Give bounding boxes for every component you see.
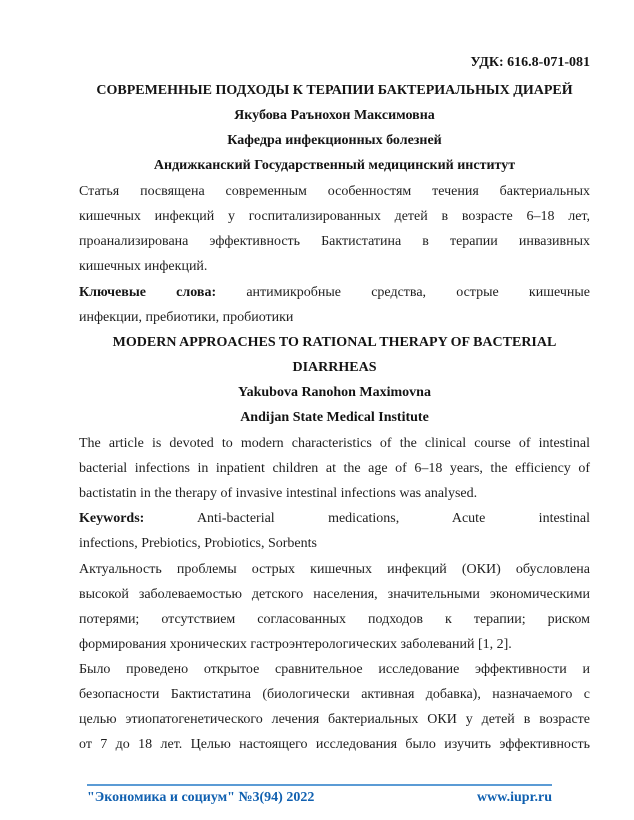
article-title-en-line2: DIARRHEAS	[292, 360, 377, 375]
text-line: infections, Prebiotics, Probiotics, Sorbents	[79, 536, 317, 551]
keywords-ru	[79, 280, 590, 330]
text-line: высокой заболеваемостью детского населения, значительными экономическими	[79, 587, 590, 602]
keywords-label: Ключевые слова:	[79, 285, 217, 300]
text-line: кишечных инфекций у госпитализированных детей в возрасте 6–18 лет,	[79, 209, 590, 224]
text-line: bacterial infections in inpatient children at the age of 6–18 years, the efficiency of	[79, 461, 590, 476]
abstract-ru	[79, 179, 590, 279]
text-line: bactistatin in the therapy of invasive intestinal infections was analysed.	[79, 486, 478, 501]
keywords-label: Keywords:	[79, 511, 145, 526]
institute-ru: Андижканский Государственный медицинский институт	[153, 158, 516, 173]
text-line: Keywords: Anti-bacterial medications, Acute intestinal	[79, 511, 590, 526]
page-content	[79, 0, 590, 757]
text-line: Было проведено открытое сравнительное исследование эффективности и	[79, 662, 590, 677]
text-line: кишечных инфекций.	[79, 259, 208, 274]
article-title-en-line1: MODERN APPROACHES TO RATIONAL THERAPY OF BACTERIAL	[112, 335, 557, 350]
body-paragraph-1	[79, 557, 590, 657]
abstract-en	[79, 431, 590, 506]
text-line: Ключевые слова: антимикробные средства, острые кишечные	[79, 285, 590, 300]
text-line: формирования хронических гастроэнтерологических заболеваний [1, 2].	[79, 637, 512, 652]
udc-number: УДК: 616.8-071-081	[470, 55, 590, 70]
author-name-ru: Якубова Раънохон Максимовна	[234, 108, 435, 123]
text-line: инфекции, пребиотики, пробиотики	[79, 310, 294, 325]
text-line: потерями; отсутствием согласованных подходов к терапии; риском	[79, 612, 590, 627]
body-paragraph-2	[79, 657, 590, 757]
page-footer	[87, 784, 552, 807]
text-line: Статья посвящена современным особенностям течения бактериальных	[79, 184, 590, 199]
institute-en: Andijan State Medical Institute	[240, 410, 429, 425]
text-line: от 7 до 18 лет. Целью настоящего исследования было изучить эффективность	[79, 737, 590, 752]
journal-website: www.iupr.ru	[477, 790, 552, 805]
department-ru: Кафедра инфекционных болезней	[227, 133, 442, 148]
author-name-en: Yakubova Ranohon Maximovna	[238, 385, 431, 400]
keywords-en	[79, 506, 590, 556]
text-line: Актуальность проблемы острых кишечных инфекций (ОКИ) обусловлена	[79, 562, 590, 577]
article-title-ru: СОВРЕМЕННЫЕ ПОДХОДЫ К ТЕРАПИИ БАКТЕРИАЛЬНЫХ ДИАРЕЙ	[96, 83, 573, 98]
text-line: The article is devoted to modern characteristics of the clinical course of intestinal	[79, 436, 590, 451]
journal-name: "Экономика и социум" №3(94) 2022	[87, 790, 315, 805]
text-line: проанализирована эффективность Бактистатина в терапии инвазивных	[79, 234, 590, 249]
text-line: целью этиопатогенетического лечения бактериальных ОКИ у детей в возрасте	[79, 712, 590, 727]
text-line: безопасности Бактистатина (биологически активная добавка), назначаемого с	[79, 687, 590, 702]
